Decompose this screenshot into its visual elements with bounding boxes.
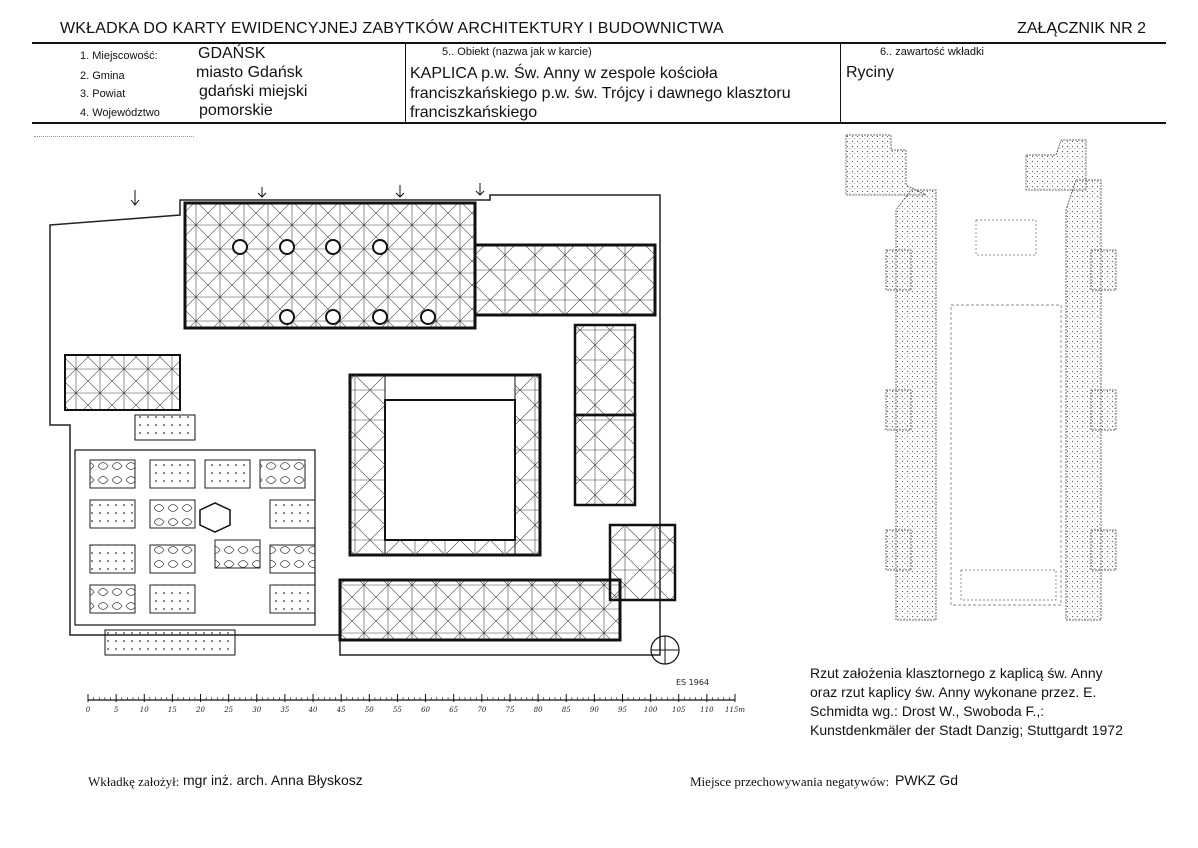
- scale-label: 105: [672, 706, 686, 714]
- author-value: mgr inż. arch. Anna Błyskosz: [183, 772, 363, 788]
- header-bottom-rule: [32, 122, 1166, 124]
- scale-label: 55: [392, 706, 402, 714]
- scale-label: 115m: [725, 706, 745, 714]
- object-line-1: KAPLICA p.w. Św. Anny w zespole kościoła: [410, 65, 718, 82]
- scale-label: 70: [477, 706, 487, 714]
- object-line-2: franciszkańskiego p.w. św. Trójcy i dawnego klasztoru: [410, 85, 791, 102]
- commune-label: 2. Gmina: [80, 70, 125, 82]
- scale-label: 30: [252, 706, 262, 714]
- county-value: gdański miejski: [199, 83, 308, 100]
- content-label: 6.. zawartość wkładki: [880, 46, 984, 58]
- figure-caption: [810, 664, 1170, 740]
- scale-label: 85: [561, 706, 571, 714]
- scale-label: 10: [139, 706, 149, 714]
- caption-line-4: Kunstdenkmäler der Stadt Danzig; Stuttgardt 1972: [810, 722, 1123, 738]
- caption-line-3: Schmidta wg.: Drost W., Swoboda F.,:: [810, 703, 1045, 719]
- scale-label: 25: [224, 706, 234, 714]
- column-divider-1: [405, 43, 406, 122]
- caption-line-2: oraz rzut kaplicy św. Anny wykonane przez. E.: [810, 684, 1097, 700]
- object-label: 5.. Obiekt (nazwa jak w karcie): [442, 46, 592, 58]
- annex-number: ZAŁĄCZNIK NR 2: [1017, 20, 1146, 37]
- voivodeship-value: pomorskie: [199, 102, 273, 119]
- monastery-plan-drawing: [40, 165, 780, 735]
- scale-label: 75: [505, 706, 515, 714]
- scale-label: 95: [618, 706, 627, 714]
- chapel-plan-drawing: [826, 130, 1136, 630]
- scale-label: 40: [308, 706, 318, 714]
- locality-value: GDAŃSK: [198, 45, 266, 62]
- scale-bar: [86, 694, 746, 714]
- header-top-rule: [32, 42, 1166, 44]
- column-divider-2: [840, 43, 841, 122]
- scale-label: 90: [589, 706, 599, 714]
- scale-label: 5: [113, 706, 119, 714]
- scale-label: 15: [167, 706, 177, 714]
- scale-label: 35: [280, 706, 290, 714]
- scale-label: 50: [364, 706, 374, 714]
- object-line-3: franciszkańskiego: [410, 104, 538, 121]
- locality-label: 1. Miejscowość:: [80, 50, 158, 62]
- dotted-rule: [34, 136, 194, 137]
- commune-value: miasto Gdańsk: [196, 64, 303, 81]
- scale-label: 110: [700, 706, 714, 714]
- content-value: Ryciny: [846, 64, 895, 81]
- scale-label: 60: [421, 706, 431, 714]
- county-label: 3. Powiat: [80, 88, 126, 100]
- document-title: WKŁADKA DO KARTY EWIDENCYJNEJ ZABYTKÓW ARCHITEKTURY I BUDOWNICTWA: [60, 20, 724, 37]
- scale-label: 0: [85, 706, 91, 714]
- author-label: Wkładkę założył:: [88, 774, 180, 789]
- storage-value: PWKZ Gd: [895, 772, 959, 788]
- caption-line-1: Rzut założenia klasztornego z kaplicą św. Anny: [810, 665, 1103, 681]
- plan-signature: ES 1964: [676, 678, 710, 687]
- scale-label: 20: [196, 706, 205, 714]
- storage-label: Miejsce przechowywania negatywów:: [690, 774, 890, 789]
- scale-label: 80: [533, 706, 543, 714]
- scale-label: 100: [643, 706, 658, 714]
- scale-label: 65: [449, 706, 459, 714]
- scale-label: 45: [336, 706, 346, 714]
- voivodeship-label: 4. Województwo: [80, 107, 160, 119]
